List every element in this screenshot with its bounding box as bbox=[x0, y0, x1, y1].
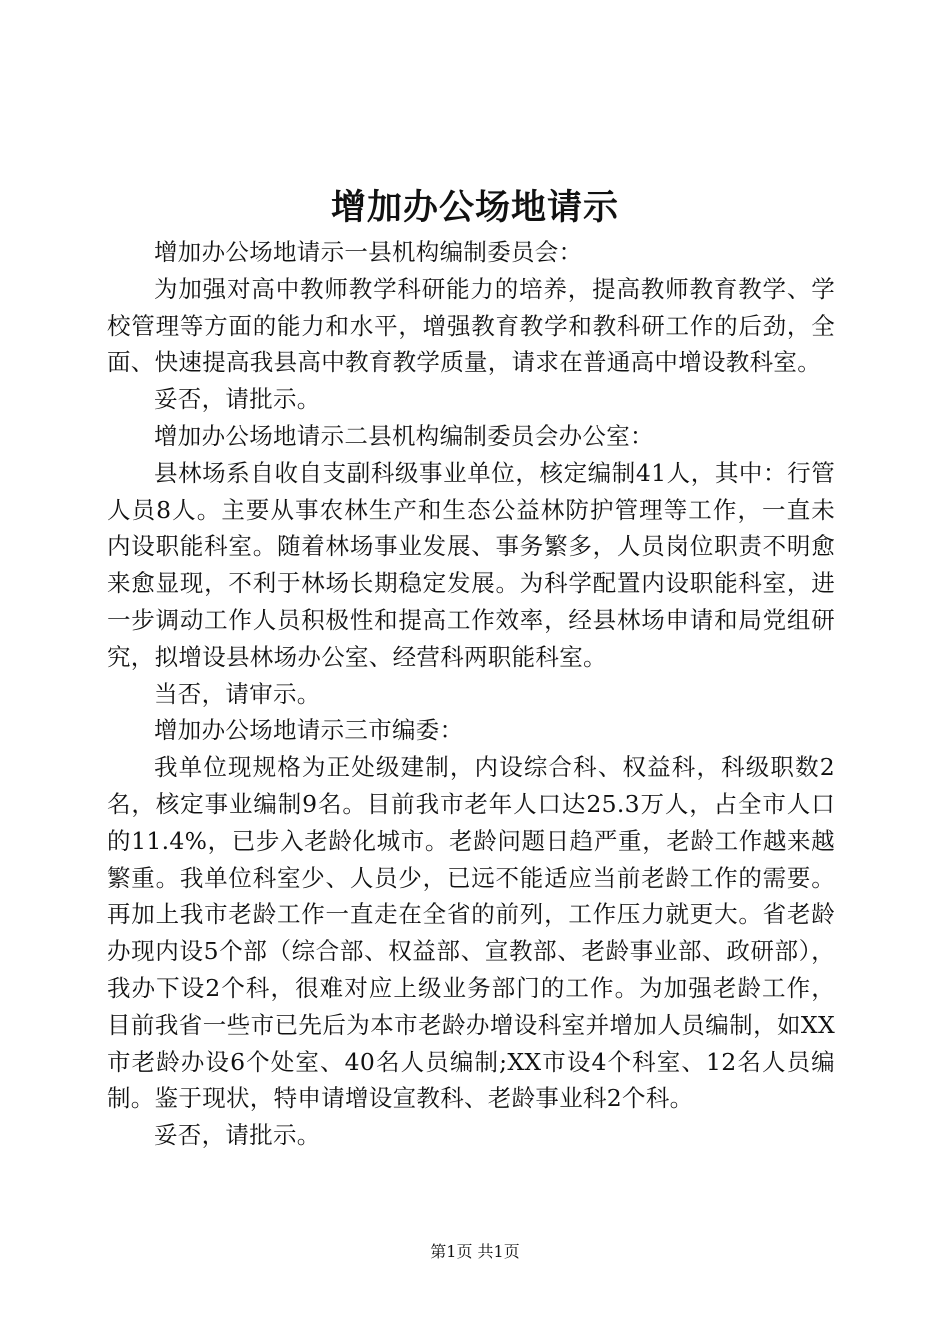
page-footer: 第1页 共1页 bbox=[430, 1242, 520, 1261]
paragraph-request-1: 为加强对高中教师教学科研能力的培养，提高教师教育教学、学校管理等方面的能力和水平，增强教育教学和教科研工作的后劲，全面、快速提高我县高中教育教学质量，请求在普通高中增设教科室。 bbox=[107, 274, 835, 377]
paragraph-addressee-1: 增加办公场地请示一县机构编制委员会： bbox=[154, 238, 583, 266]
document-body bbox=[107, 234, 835, 1154]
paragraph-request-3: 我单位现规格为正处级建制，内设综合科、权益科，科级职数2名，核定事业编制9名。目前我市老年人口达25.3万人，占全市人口的11.4%，已步入老龄化城市。老龄问题日趋严重，老龄工作越来越繁重。我单位科室少、人员少，已远不能适应当前老龄工作的需要。再加上我市老龄工作一直走在全省的前列，工作压力就更大。省老龄办现内设5个部（综合部、权益部、宣教部、老龄事业部、政研部），我办下设2个科，很难对应上级业务部门的工作。为加强老龄工作，目前我省一些市已先后为本市老龄办增设科室并增加人员编制，如XX市老龄办设6个处室、40名人员编制;XX市设4个科室、12名人员编制。鉴于现状，特申请增设宣教科、老龄事业科2个科。 bbox=[107, 753, 835, 1113]
paragraph-request-2: 县林场系自收自支副科级事业单位，核定编制41人，其中：行管人员8人。主要从事农林生产和生态公益林防护管理等工作，一直未内设职能科室。随着林场事业发展、事务繁多，人员岗位职责不明愈来愈显现，不利于林场长期稳定发展。为科学配置内设职能科室，进一步调动工作人员积极性和提高工作效率，经县林场申请和局党组研究，拟增设县林场办公室、经营科两职能科室。 bbox=[107, 458, 835, 671]
document-title: 增加办公场地请示 bbox=[330, 187, 619, 228]
paragraph-closing-1: 妥否，请批示。 bbox=[154, 385, 321, 414]
paragraph-addressee-2: 增加办公场地请示二县机构编制委员会办公室： bbox=[154, 421, 654, 450]
paragraph-closing-3: 妥否，请批示。 bbox=[154, 1121, 321, 1150]
paragraph-addressee-3: 增加办公场地请示三市编委： bbox=[154, 716, 464, 745]
paragraph-closing-2: 当否，请审示。 bbox=[154, 679, 321, 708]
